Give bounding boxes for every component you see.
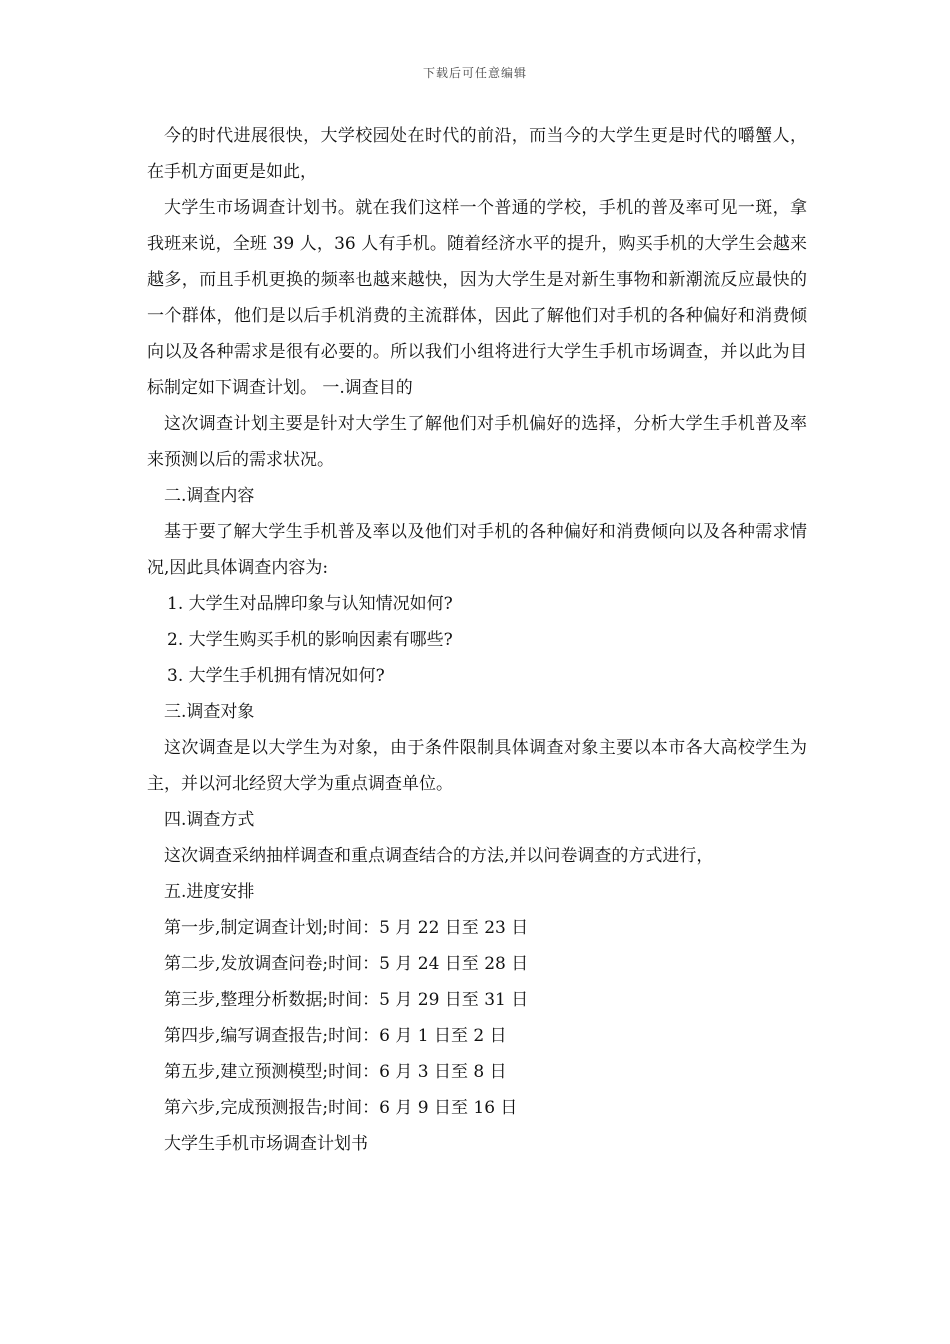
page-header: 下载后可任意编辑 — [422, 66, 527, 80]
paragraph-purpose: 这次调查计划主要是针对大学生了解他们对手机偏好的选择，分析大学生手机普及率来预测以后的需求状况。 — [147, 414, 807, 470]
schedule-step: 第五步,建立预测模型;时间：6 月 3 日至 8 日 — [164, 1062, 507, 1082]
closing-title: 大学生手机市场调查计划书 — [164, 1134, 368, 1154]
section-heading-method: 四.调查方式 — [164, 810, 255, 830]
paragraph-background: 大学生市场调查计划书。就在我们这样一个普通的学校，手机的普及率可见一斑，拿我班来说，全班 39 人，36 人有手机。随着经济水平的提升，购买手机的大学生会越来越多，而且手机更换的频率也越来越快，因为大学生是对新生事物和新潮流反应最快的一个群体，他们是以后手机消费的主流群体，因此了解他们对手机的各种偏好和消费倾向以及各种需求是很有必要的。所以我们小组将进行大学生手机市场调查，并以此为目标制定如下调查计划。 一.调查目的 — [147, 198, 807, 398]
schedule-step: 第一步,制定调查计划;时间：5 月 22 日至 23 日 — [164, 918, 529, 938]
schedule-step: 第六步,完成预测报告;时间：6 月 9 日至 16 日 — [164, 1098, 518, 1118]
document-body — [147, 118, 807, 1162]
paragraph-content: 基于要了解大学生手机普及率以及他们对手机的各种偏好和消费倾向以及各种需求情况,因此具体调查内容为: — [147, 522, 807, 578]
list-item: 1. 大学生对品牌印象与认知情况如何? — [167, 594, 453, 614]
paragraph-intro: 今的时代进展很快，大学校园处在时代的前沿，而当今的大学生更是时代的嚼蟹人，在手机方面更是如此， — [147, 126, 807, 182]
section-heading-target: 三.调查对象 — [164, 702, 255, 722]
paragraph-target: 这次调查是以大学生为对象，由于条件限制具体调查对象主要以本市各大高校学生为主，并以河北经贸大学为重点调查单位。 — [147, 738, 807, 794]
schedule-step: 第四步,编写调查报告;时间：6 月 1 日至 2 日 — [164, 1026, 507, 1046]
list-item: 3. 大学生手机拥有情况如何? — [167, 666, 385, 686]
paragraph-method: 这次调查采纳抽样调查和重点调查结合的方法,并以问卷调查的方式进行， — [164, 846, 714, 866]
schedule-step: 第二步,发放调查问卷;时间：5 月 24 日至 28 日 — [164, 954, 529, 974]
list-item: 2. 大学生购买手机的影响因素有哪些? — [167, 630, 453, 650]
section-heading-content: 二.调查内容 — [164, 486, 255, 506]
section-heading-schedule: 五.进度安排 — [164, 882, 255, 902]
schedule-step: 第三步,整理分析数据;时间：5 月 29 日至 31 日 — [164, 990, 529, 1010]
